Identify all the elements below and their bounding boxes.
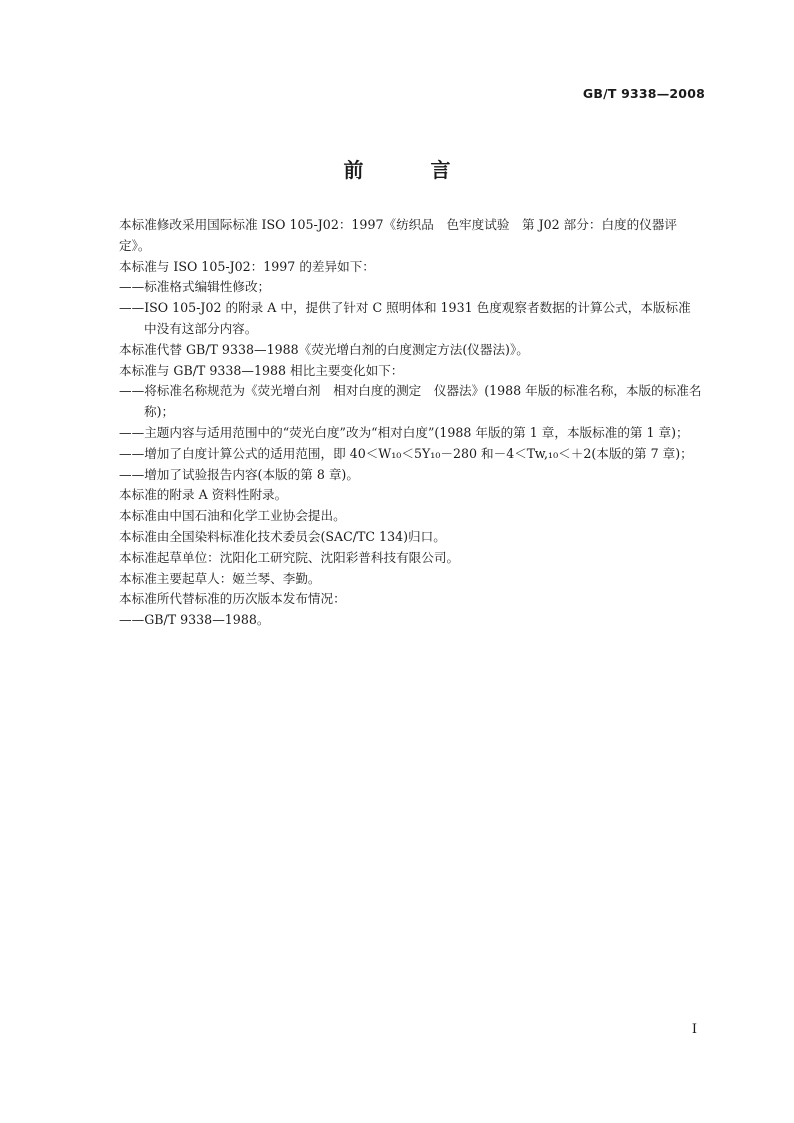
page-title: 前 言 — [343, 158, 481, 182]
paragraph-committee: 本标准由全国染料标准化技术委员会(SAC/TC 134)归口。 — [119, 528, 446, 544]
list-item-format-edit: ——标准格式编辑性修改； — [119, 279, 271, 295]
list-item-title-change: ——将标准名称规范为《荧光增白剂 相对白度的测定 仪器法》(1988 年版的标准名称，本版的标准名称)； — [119, 383, 702, 420]
page-number: I — [691, 1022, 697, 1037]
paragraph-adoption: 本标准修改采用国际标准 ISO 105-J02：1997《纺织品 色牢度试验 第 J02 部分：白度的仪器评定》。 — [119, 217, 678, 253]
paragraph-drafters: 本标准主要起草人：姬兰琴、李勤。 — [119, 570, 321, 586]
list-item-previous-edition: ——GB/T 9338—1988。 — [119, 612, 270, 628]
list-item-formula-range: ——增加了白度计算公式的适用范围，即 40＜W₁₀＜5Y₁₀－280 和－4＜Tw,₁₀＜＋2(本版的第 7 章)； — [119, 445, 693, 461]
paragraph-changes-intro: 本标准与 GB/T 9338—1988 相比主要变化如下： — [119, 362, 404, 378]
standard-code-header: GB/T 9338—2008 — [582, 86, 705, 101]
paragraph-proposed-by: 本标准由中国石油和化学工业协会提出。 — [119, 508, 346, 524]
paragraph-drafting-units: 本标准起草单位：沈阳化工研究院、沈阳彩普科技有限公司。 — [119, 549, 460, 565]
list-item-scope-change: ——主题内容与适用范围中的“荧光白度”改为“相对白度”(1988 年版的第 1 章，本版标准的第 1 章)； — [119, 424, 689, 440]
list-item-test-report: ——增加了试验报告内容(本版的第 8 章)。 — [119, 466, 359, 482]
preface-body — [119, 215, 703, 631]
paragraph-history-intro: 本标准所代替标准的历次版本发布情况： — [119, 591, 346, 607]
paragraph-annex: 本标准的附录 A 资料性附录。 — [119, 487, 288, 503]
paragraph-differences-intro: 本标准与 ISO 105-J02：1997 的差异如下： — [119, 258, 375, 274]
list-item-annex-a: ——ISO 105-J02 的附录 A 中，提供了针对 C 照明体和 1931 色度观察者数据的计算公式，本版标准中没有这部分内容。 — [119, 300, 691, 336]
paragraph-replaces: 本标准代替 GB/T 9338—1988《荧光增白剂的白度测定方法(仪器法)》。 — [119, 341, 529, 357]
